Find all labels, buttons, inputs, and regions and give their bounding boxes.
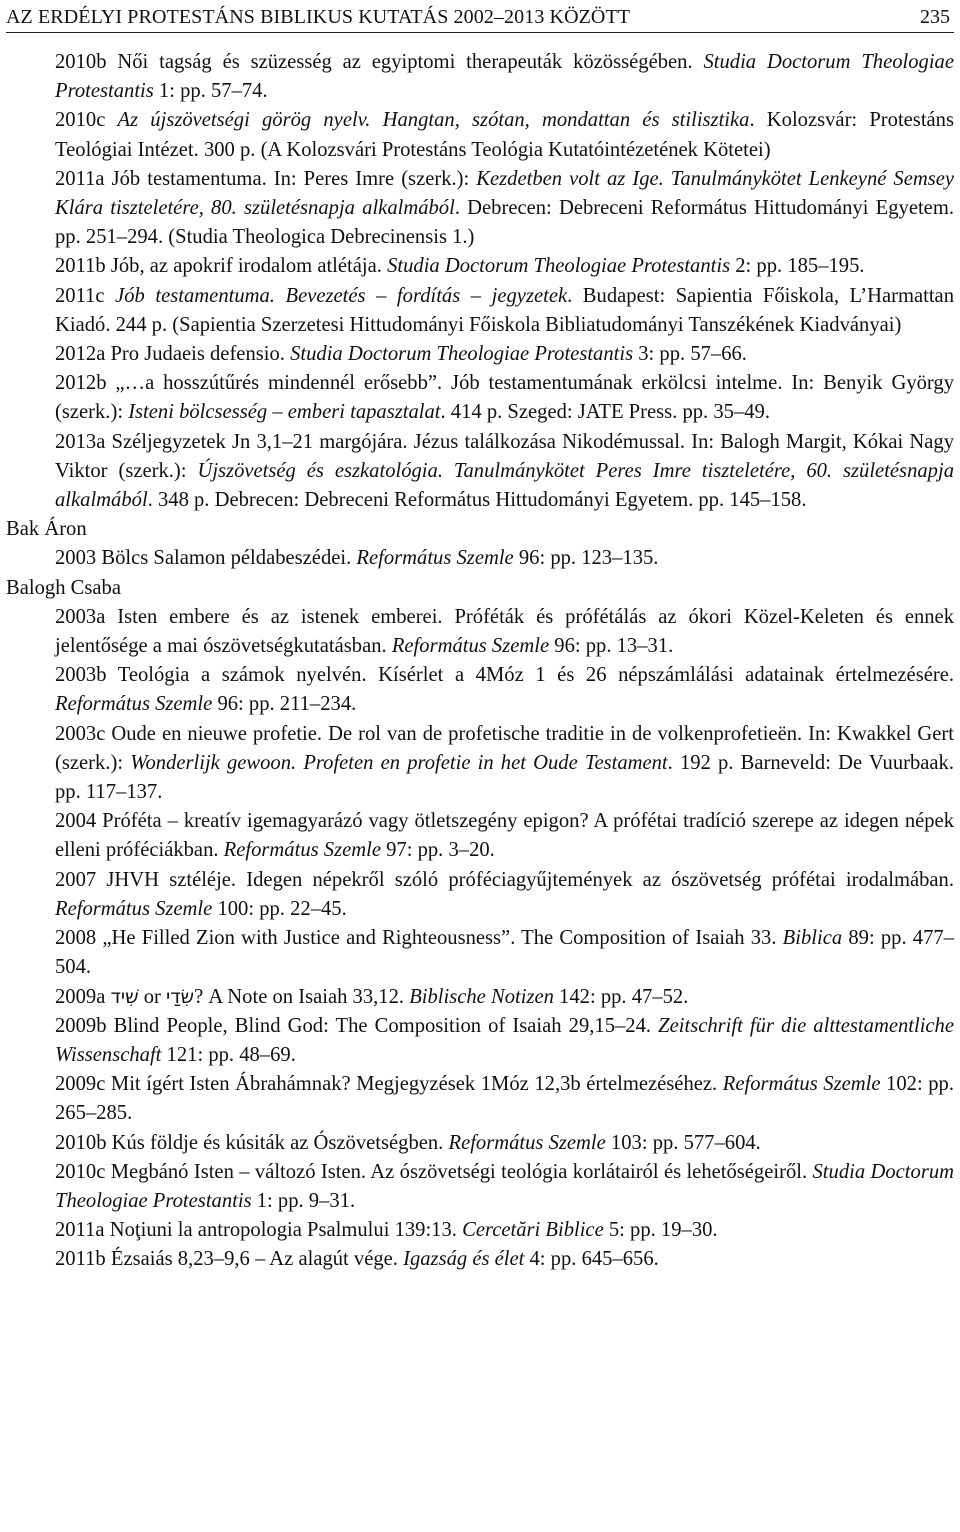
entry-text: 97: pp. 3–20. (380, 839, 495, 862)
entry-text: 2: pp. 185–195. (730, 255, 865, 278)
entry-italic-text: Wonderlijk gewoon. Profeten en profetie in het Oude Testament (130, 751, 668, 774)
entry-text: 121: pp. 48–69. (161, 1043, 296, 1066)
entry-text: 2007 JHVH sztéléje. Idegen népekről szóló próféciagyűjtemények az ószövetség prófétai irodalmában. (55, 868, 954, 891)
entry-text: . Kolozsvár: Protestáns Teológiai Intézet. 300 p. (A Kolozsvári Protestáns Teológia Kutatóintézetének Kötetei) (55, 109, 954, 161)
entry-text: 3: pp. 57–66. (633, 343, 747, 366)
entry-italic-text: Studia Doctorum Theologiae Protestantis (387, 255, 731, 278)
bibliography-entry (0, 1070, 960, 1128)
entry-text: 2011a Noţiuni la antropologia Psalmului 139:13. (55, 1219, 463, 1242)
entry-italic-text: Református Szemle (391, 635, 550, 658)
bibliography-entry (0, 340, 960, 369)
bibliography-entry (0, 866, 960, 924)
entry-text: or (138, 985, 167, 1008)
entry-text: 96: pp. 13–31. (549, 635, 674, 658)
bibliography-entry (0, 720, 960, 808)
author-heading: Balogh Csaba (6, 576, 121, 599)
entry-text: 2003b Teológia a számok nyelvén. Kísérlet a 4Móz 1 és 26 népszámlálási adatainak értelmezésére. (55, 664, 954, 687)
entry-text: 2009c Mit ígért Isten Ábrahámnak? Megjegyzések 1Móz 12,3b értelmezéséhez. (55, 1073, 723, 1096)
entry-text: 2008 „He Filled Zion with Justice and Righteousness”. The Composition of Isaiah 33. (55, 927, 783, 950)
entry-text: 2009a (55, 985, 111, 1008)
bibliography-entry (0, 1245, 960, 1274)
entry-italic-text: Studia Doctorum Theologiae Protestantis (290, 343, 634, 366)
entry-text: 102: pp. 265–285. (55, 1073, 954, 1125)
entry-italic-text: Studia Doctorum Theologiae Protestantis (55, 1160, 955, 1212)
entry-text: 1: pp. 57–74. (153, 80, 268, 103)
author-heading: Bak Áron (6, 518, 87, 541)
entry-text: 2010c Megbánó Isten – változó Isten. Az ószövetségi teológia korlátairól és lehetőségeiről. (55, 1160, 813, 1183)
bibliography-entry (0, 106, 960, 164)
entry-italic-text: Az újszövetségi görög nyelv. Hangtan, szótan, mondattan és stilisztika (117, 109, 750, 132)
bibliography-entry (0, 807, 960, 865)
bibliography-entry (0, 282, 960, 340)
entry-text: ? A Note on Isaiah 33,12. (194, 985, 410, 1008)
entry-italic-text: Református Szemle (356, 547, 514, 570)
entry-text: 2011c (55, 284, 116, 307)
entry-italic-text: Isteni bölcsesség – emberi tapasztalat (128, 401, 441, 424)
entry-text: 2009b Blind People, Blind God: The Composition of Isaiah 29,15–24. (55, 1014, 659, 1037)
entry-italic-text: Studia Doctorum Theologiae Protestantis (55, 51, 954, 103)
entry-text: 103: pp. 577–604. (605, 1131, 761, 1154)
bibliography-entry (0, 1158, 960, 1216)
hebrew-text: שִׂדַי (166, 985, 195, 1008)
bibliography-entry (0, 1129, 960, 1158)
entry-text: 142: pp. 47–52. (553, 985, 689, 1008)
entry-text: 2003c Oude en nieuwe profetie. De rol van de profetische traditie in de volkenprofetieën. In: Kwakkel Gert (szerk.): (55, 722, 954, 774)
bibliography-entry (0, 661, 960, 719)
entry-italic-text: Jób testamentuma. Bevezetés – fordítás – jegyzetek (115, 284, 568, 307)
entry-text: . 414 p. Szeged: JATE Press. pp. 35–49. (440, 401, 770, 424)
entry-text: . Debrecen: Debreceni Református Hittudományi Egyetem. pp. 251–294. (Studia Theologica Debrecinensis 1.) (55, 197, 954, 249)
bibliography-entry (0, 165, 960, 253)
bibliography-entry (0, 1012, 960, 1070)
entry-italic-text: Zeitschrift für die alttestamentliche Wissenschaft (55, 1014, 954, 1066)
entry-text: 2010b Kús földje és kúsiták az Ószövetségben. (55, 1131, 449, 1154)
page-number: 235 (920, 6, 950, 28)
entry-italic-text: Biblica (782, 927, 843, 950)
bibliography-entry (0, 48, 960, 106)
entry-text: 2011b Ézsaiás 8,23–9,6 – Az alagút vége. (55, 1248, 404, 1271)
entry-text: 2011b Jób, az apokrif irodalom atlétája. (55, 255, 388, 278)
bibliography-entry (0, 983, 960, 1012)
entry-text: 89: pp. 477–504. (55, 927, 954, 979)
entry-text: 5: pp. 19–30. (603, 1219, 718, 1242)
entry-italic-text: Református Szemle (722, 1073, 881, 1096)
bibliography-entry (0, 428, 960, 516)
entry-italic-text: Újszövetség és eszkatológia. Tanulmánykötet Peres Imre tiszteletére, 60. születésnapja alkalmából (55, 459, 954, 512)
entry-text: 2010c (55, 109, 118, 132)
running-header (6, 6, 954, 33)
entry-italic-text: Igazság és élet (403, 1248, 525, 1271)
entry-text: 2003 Bölcs Salamon példabeszédei. (55, 547, 357, 570)
entry-text: 96: pp. 123–135. (513, 547, 659, 570)
running-title: AZ ERDÉLYI PROTESTÁNS BIBLIKUS KUTATÁS 2002–2013 KÖZÖTT (6, 6, 631, 28)
entry-text: 2012b „…a hosszútűrés mindennél erősebb”. Jób testamentumának erkölcsi intelme. In: Benyik György (szerk.): (55, 372, 954, 424)
entry-italic-text: Református Szemle (448, 1131, 606, 1154)
bibliography-entry (0, 603, 960, 661)
entry-text: 2011a Jób testamentuma. In: Peres Imre (szerk.): (55, 167, 477, 190)
entry-text: . Budapest: Sapientia Főiskola, L’Harmattan Kiadó. 244 p. (Sapientia Szerzetesi Hittudományi Főiskola Bibliatudományi Tanszékének Kiadványai) (55, 284, 954, 336)
entry-italic-text: Református Szemle (55, 693, 213, 716)
bibliography-entry (0, 252, 960, 281)
bibliography-entry (0, 1216, 960, 1245)
entry-text: 2013a Széljegyzetek Jn 3,1–21 margójára. Jézus találkozása Nikodémussal. In: Balogh Margit, Kókai Nagy Viktor (szerk.): (55, 430, 954, 482)
entry-text: 100: pp. 22–45. (212, 897, 347, 920)
entry-italic-text: Biblische Notizen (409, 985, 554, 1008)
entry-text: 4: pp. 645–656. (524, 1248, 659, 1271)
entry-text: 2003a Isten embere és az istenek emberei. Próféták és prófétálás az ókori Közel-Keleten és ennek jelentősége a mai ószövetségkutatásban. (55, 605, 954, 658)
entry-italic-text: Kezdetben volt az Ige. Tanulmánykötet Lenkeyné Semsey Klára tiszteletére, 80. születésnapja alkalmából (55, 167, 955, 220)
entry-italic-text: Református Szemle (55, 897, 213, 920)
bibliography-entry (0, 369, 960, 427)
entry-italic-text: Református Szemle (223, 839, 381, 862)
bibliography-entry (0, 924, 960, 982)
entry-text: . 192 p. Barneveld: De Vuurbaak. pp. 117–137. (55, 751, 954, 804)
entry-text: 2010b Női tagság és szüzesség az egyiptomi therapeuták közösségében. (55, 51, 704, 73)
bibliography-body (0, 48, 960, 1275)
hebrew-text: שִׁיד (110, 985, 139, 1008)
entry-text: 2012a Pro Judaeis defensio. (55, 343, 291, 366)
bibliography-entry (0, 544, 960, 573)
entry-text: 96: pp. 211–234. (212, 693, 357, 716)
entry-text: . 348 p. Debrecen: Debreceni Református Hittudományi Egyetem. pp. 145–158. (147, 489, 807, 512)
entry-italic-text: Cercetări Biblice (462, 1219, 604, 1242)
entry-text: 1: pp. 9–31. (251, 1189, 356, 1212)
entry-text: 2004 Próféta – kreatív igemagyarázó vagy ötletszegény epigon? A prófétai tradíció szerepe az idegen népek elleni próféciákban. (55, 810, 954, 862)
